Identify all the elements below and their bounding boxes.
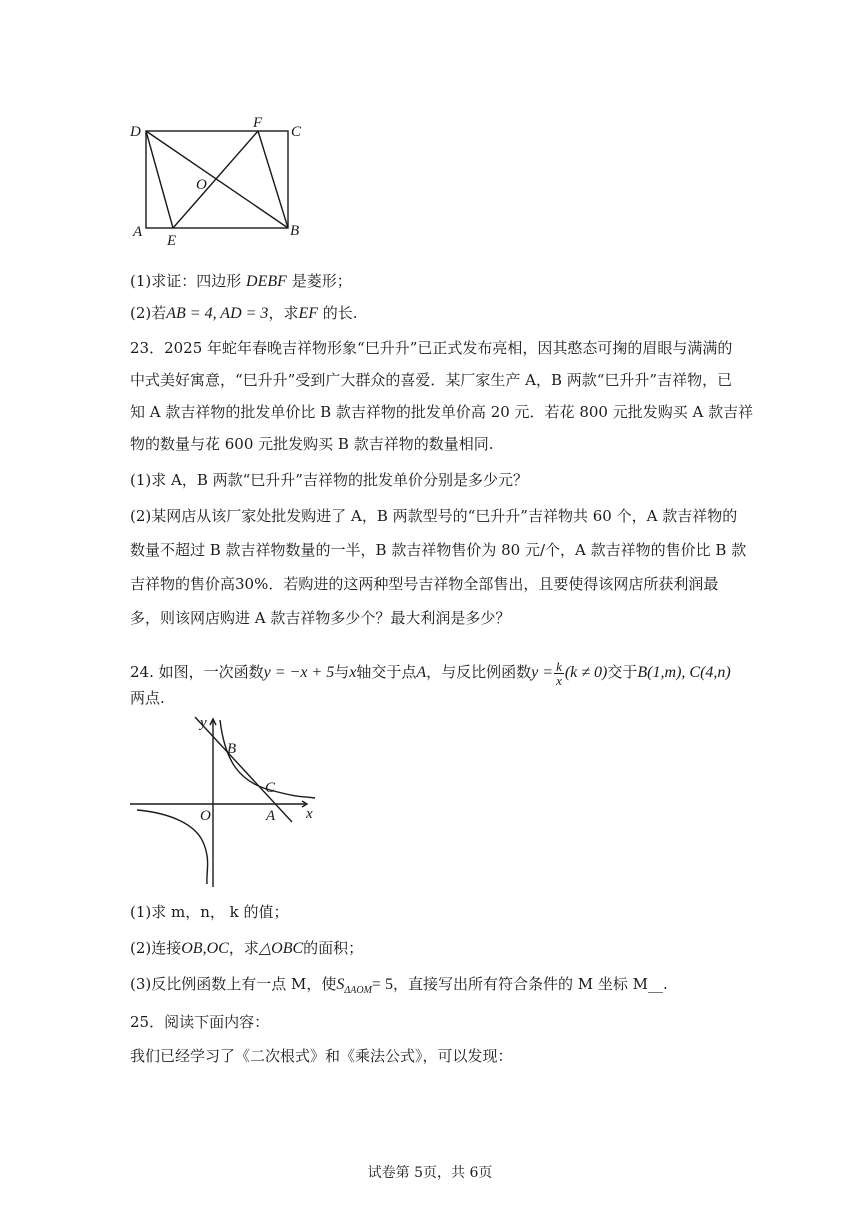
hyperbola-third-quadrant bbox=[137, 810, 208, 884]
q23-line3: 知 A 款吉祥物的批发单价比 B 款吉祥物的批发单价高 20 元．若花 800 元批发购买 A 款吉祥 bbox=[130, 403, 754, 421]
label-O: O bbox=[200, 808, 211, 824]
label-C: C bbox=[291, 124, 302, 140]
label-C: C bbox=[265, 780, 276, 796]
label-x: x bbox=[306, 806, 313, 822]
rectangle-figure bbox=[125, 110, 315, 250]
label-B: B bbox=[227, 741, 237, 757]
q22-part2: (2)若AB = 4, AD = 3，求EF 的长. bbox=[130, 304, 358, 322]
label-D: D bbox=[130, 124, 141, 140]
q23-sub2-line2: 数量不超过 B 款吉祥物数量的一半，B 款吉祥物售价为 80 元/个，A 款吉祥物的售价比 B 款 bbox=[130, 541, 747, 559]
segment-fb bbox=[258, 131, 288, 228]
q23-sub2-line1: (2)某网店从该厂家处批发购进了 A，B 两款型号的“巳升升”吉祥物共 60 个，A 款吉祥物的 bbox=[130, 507, 738, 525]
q24-sub2: (2)连接OB,OC，求△OBC的面积； bbox=[130, 939, 364, 957]
k-over-x-fraction: $\frac{k}{x}$ bbox=[556, 658, 562, 688]
q23-line2: 中式美好寓意，“巳升升”受到广大群众的喜爱．某厂家生产 A，B 两款“巳升升”吉祥物，已 bbox=[130, 371, 733, 389]
label-A: A bbox=[133, 224, 143, 240]
function-graph bbox=[125, 712, 325, 892]
q22-part1: (1)求证：四边形 DEBF 是菱形； bbox=[130, 272, 352, 290]
label-F: F bbox=[253, 115, 263, 131]
q23-sub2-line3: 吉祥物的售价高30%．若购进的这两种型号吉祥物全部售出，且要使得该网店所获利润最 bbox=[130, 575, 719, 593]
q24-sub1: (1)求 m，n， k 的值； bbox=[130, 903, 289, 921]
segment-de bbox=[146, 131, 173, 228]
q24-sub3: (3)反比例函数上有一点 M，使$S_{\Delta AOM}= 5$，直接写出所有符合条件的 M 坐标 M__. bbox=[130, 975, 668, 996]
line-y-neg-x-plus-5 bbox=[195, 717, 292, 822]
q23-line4: 物的数量与花 600 元批发购买 B 款吉祥物的数量相同. bbox=[130, 435, 494, 453]
page-footer: 试卷第 5页，共 6页 bbox=[367, 1165, 493, 1181]
q25-line2: 我们已经学习了《二次根式》和《乘法公式》，可以发现： bbox=[130, 1047, 513, 1065]
label-B: B bbox=[290, 223, 300, 239]
label-O: O bbox=[196, 177, 207, 193]
q23-sub2-line4: 多，则该网店购进 A 款吉祥物多少个？最大利润是多少？ bbox=[130, 609, 511, 627]
q23-sub1: (1)求 A，B 两款“巳升升”吉祥物的批发单价分别是多少元？ bbox=[130, 471, 528, 489]
q24-intro-end: 两点. bbox=[130, 689, 165, 707]
label-E: E bbox=[167, 233, 177, 249]
q23-line1: 23．2025 年蛇年春晚吉祥物形象“巳升升”已正式发布亮相，因其憨态可掬的眉眼与满满的 bbox=[130, 339, 733, 357]
q25-line1: 25．阅读下面内容： bbox=[130, 1013, 270, 1031]
label-y: y bbox=[200, 715, 207, 731]
q24-intro: 24. 如图，一次函数y = −x + 5与x轴交于点A，与反比例函数y = $\frac{k}{x}$ (k ≠ 0)交于B(1,m), C(4,n) bbox=[130, 658, 731, 688]
diagonal-db bbox=[146, 131, 288, 228]
segment-ef bbox=[173, 131, 258, 228]
label-A: A bbox=[266, 808, 276, 824]
